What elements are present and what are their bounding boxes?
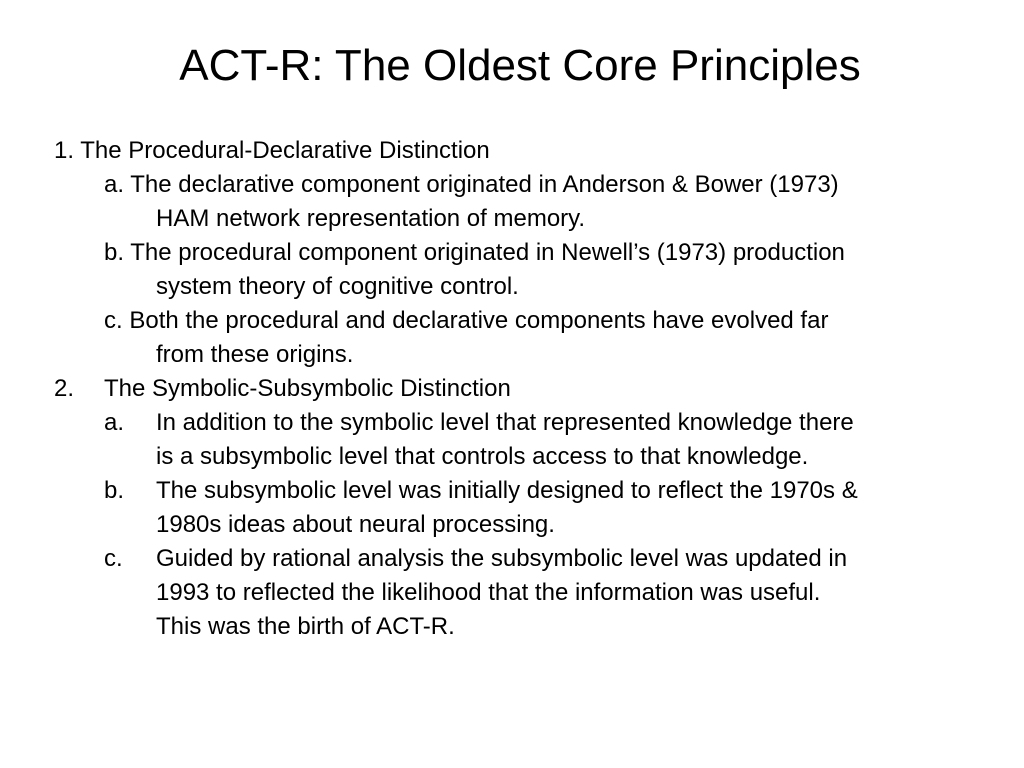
section-1-item-b-line-2: system theory of cognitive control. (156, 273, 519, 300)
section-2-heading: The Symbolic-Subsymbolic Distinction (104, 375, 511, 402)
section-2-item-c-line-2: 1993 to reflected the likelihood that the information was useful. (156, 579, 821, 606)
section-1-item-c-line-1: c. Both the procedural and declarative components have evolved far (104, 307, 829, 334)
section-1-heading: 1. The Procedural-Declarative Distinction (54, 137, 490, 164)
section-2-item-c-line-3: This was the birth of ACT-R. (156, 613, 455, 640)
section-2-item-a-marker: a. (104, 409, 125, 436)
section-2-item-a-line-2: is a subsymbolic level that controls access to that knowledge. (156, 443, 809, 470)
section-1-item-a-line-1: a. The declarative component originated in Anderson & Bower (1973) (104, 171, 839, 198)
section-2-item-b-line-2: 1980s ideas about neural processing. (156, 511, 555, 538)
section-2-item-b-line-1: The subsymbolic level was initially designed to reflect the 1970s & (156, 477, 858, 504)
section-1-item-c-line-2: from these origins. (156, 341, 354, 368)
section-2-item-b-marker: b. (104, 477, 125, 504)
section-2-item-c-marker: c. (104, 545, 123, 572)
section-2-item-c-line-1: Guided by rational analysis the subsymbolic level was updated in (156, 545, 848, 572)
slide-title: ACT-R: The Oldest Core Principles (179, 41, 861, 90)
section-2-item-a-line-1: In addition to the symbolic level that represented knowledge there (156, 409, 854, 436)
section-2-number: 2. (54, 375, 75, 402)
section-1-item-b-line-1: b. The procedural component originated in Newell’s (1973) production (104, 239, 845, 266)
section-1-item-a-line-2: HAM network representation of memory. (156, 205, 586, 232)
